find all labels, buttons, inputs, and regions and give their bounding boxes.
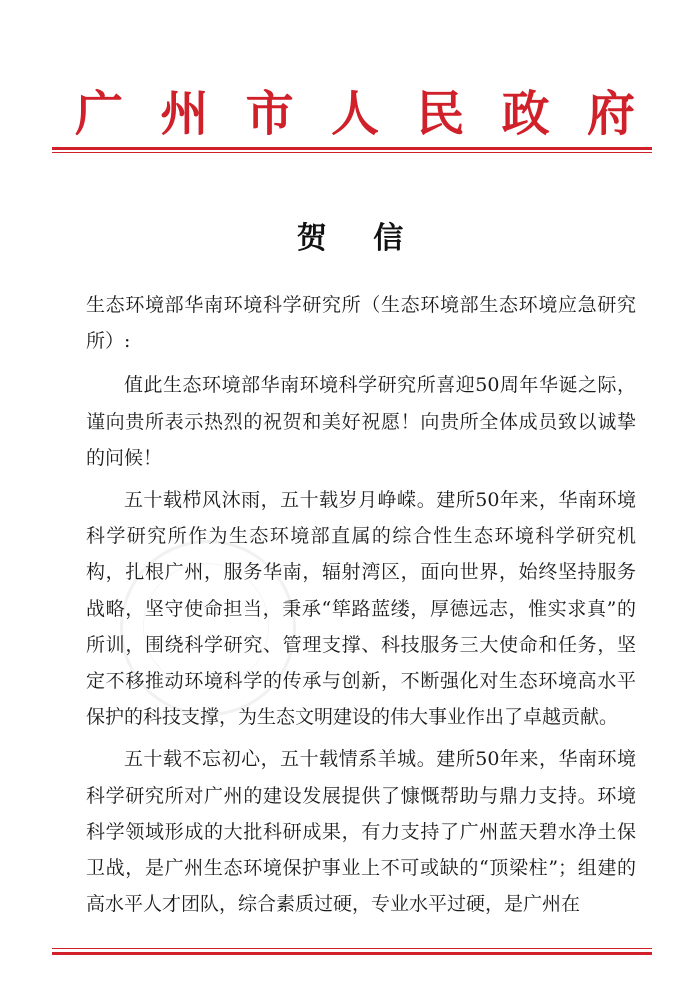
- letterhead-organization: [75, 84, 635, 144]
- letterhead-char: 政: [501, 86, 550, 142]
- document-title: 贺 信: [296, 221, 422, 256]
- paragraph: 值此生态环境部华南环境科学研究所喜迎50周年华诞之际，谨向贵所表示热烈的祝贺和美好祝愿！向贵所全体成员致以诚挚的问候！: [86, 374, 636, 469]
- letterhead-char: 州: [160, 86, 209, 142]
- paragraph: 五十载栉风沐雨，五十载岁月峥嵘。建所50年来，华南环境科学研究所作为生态环境部直属的综合性生态环境科学研究机构，扎根广州，服务华南，辐射湾区，面向世界，始终坚持服务战略，坚守使命担当，秉承“筚路蓝缕，厚德远志，惟实求真”的所训，围绕科学研究、管理支撑、科技服务三大使命和任务，坚定不移推动环境科学的传承与创新，不断强化对生态环境高水平保护的科技支撑，为生态文明建设的伟大事业作出了卓越贡献。: [86, 489, 636, 729]
- letterhead-char: 广: [75, 86, 124, 142]
- letterhead-char: 市: [245, 86, 294, 142]
- letterhead-char: 民: [416, 86, 465, 142]
- letterhead-char: 府: [586, 86, 635, 142]
- letterhead-divider-thin: [52, 152, 652, 153]
- letter-body: [86, 287, 636, 928]
- letterhead-char: 人: [330, 86, 379, 142]
- salutation: 生态环境部华南环境科学研究所（生态环境部生态环境应急研究所）:: [86, 294, 636, 353]
- letterhead-divider-thick: [52, 147, 652, 150]
- footer-divider-thick: [52, 952, 652, 955]
- paragraph: 五十载不忘初心，五十载情系羊城。建所50年来，华南环境科学研究所对广州的建设发展提供了慷慨帮助与鼎力支持。环境科学领域形成的大批科研成果，有力支持了广州蓝天碧水净土保卫战，是广州生态环境保护事业上不可或缺的“顶梁柱”；组建的高水平人才团队，综合素质过硬，专业水平过硬，是广州在: [86, 748, 636, 916]
- footer-divider-thin: [52, 948, 652, 949]
